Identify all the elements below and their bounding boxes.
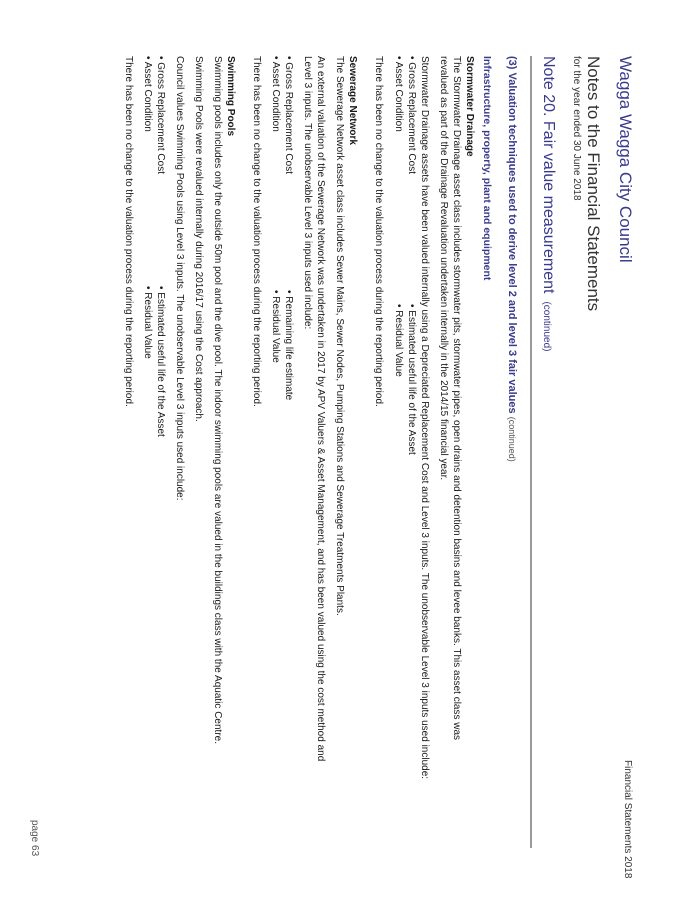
stormwater-bullet-right-2: • Residual Value bbox=[393, 304, 404, 377]
stormwater-bullet-right-1: • Estimated useful life of the Asset bbox=[406, 304, 417, 455]
swimming-p2: Swimming Pools were revalued internally during 2016/17 using the Cost approach. bbox=[193, 56, 204, 422]
note-continued: (continued) bbox=[541, 301, 552, 352]
page-number: page 63 bbox=[29, 820, 40, 857]
sewerage-bullet-right-1: • Remaining life estimate bbox=[283, 290, 294, 401]
sewerage-bullet-left-1: • Gross Replacement Cost bbox=[283, 56, 294, 174]
stormwater-heading: Stormwater Drainage bbox=[464, 56, 475, 157]
swimming-bullet-left-1: • Gross Replacement Cost bbox=[155, 56, 166, 174]
stormwater-p1-line1: The Stormwater Drainage asset class includes stormwater pits, stormwater pipes, open drains and detention basins and levee banks. This asset class was bbox=[451, 56, 462, 741]
swimming-no-change: There has been no change to the valuation process during the reporting period. bbox=[123, 56, 134, 407]
swimming-bullet-left-2: • Asset Condition bbox=[142, 56, 153, 132]
sewerage-p1: The Sewerage Network asset class includes Sewer Mains, Sewer Nodes, Pumping Stations and Sewerage Treatments Plants. bbox=[334, 56, 345, 616]
section-continued: (continued) bbox=[507, 416, 517, 462]
note-title bbox=[539, 56, 557, 351]
report-label: Financial Statements 2018 bbox=[622, 760, 633, 879]
sewerage-p2-line1: An external valuation of the Sewerage Network was undertaken in 2017 by APV Valuers & Asset Management, and has been valued using the cost method and bbox=[315, 56, 326, 762]
council-name: Wagga Wagga City Council bbox=[616, 56, 635, 263]
section-subtitle: Infrastructure, property, plant and equipment bbox=[481, 56, 493, 281]
section-title bbox=[506, 56, 518, 462]
notes-title: Notes to the Financial Statements bbox=[584, 56, 603, 312]
header-divider bbox=[530, 56, 532, 848]
stormwater-p1-line2: revalued as part of the Drainage Revaluation undertaken internally in the 2014/15 financial year. bbox=[438, 56, 449, 481]
sewerage-bullet-left-2: • Asset Condition bbox=[270, 56, 281, 132]
sewerage-no-change: There has been no change to the valuation process during the reporting period. bbox=[251, 56, 262, 407]
swimming-heading: Swimming Pools bbox=[225, 56, 236, 137]
sewerage-p2-line2: Level 3 inputs. The unobservable Level 3 inputs used include: bbox=[302, 56, 313, 330]
note-title-text: Note 20. Fair value measurement bbox=[540, 56, 557, 294]
stormwater-p2: Stormwater Drainage assets have been valued internally using a Depreciated Replacement Cost and Level 3 inputs. The unobservable Level 3 inputs used include: bbox=[419, 56, 430, 780]
swimming-bullet-right-1: • Estimated useful life of the Asset bbox=[155, 286, 166, 437]
swimming-p1: Swimming pools includes only the outside 50m pool and the dive pool. The indoor swimming pools are valued in the buildings class with the Aquatic Centre. bbox=[212, 56, 223, 744]
swimming-bullet-right-2: • Residual Value bbox=[142, 286, 153, 359]
section-title-text: (3) Valuation techniques used to derive level 2 and level 3 fair values bbox=[506, 56, 518, 414]
stormwater-no-change: There has been no change to the valuation process during the reporting period. bbox=[373, 56, 384, 407]
sewerage-bullet-right-2: • Residual Value bbox=[270, 290, 281, 363]
swimming-p3: Council values Swimming Pools using Level 3 inputs. The unobservable Level 3 inputs used include: bbox=[174, 56, 185, 501]
sewerage-heading: Sewerage Network bbox=[347, 56, 358, 145]
stormwater-bullet-left-1: • Gross Replacement Cost bbox=[406, 56, 417, 174]
stormwater-bullet-left-2: • Asset Condition bbox=[393, 56, 404, 132]
year-ended: for the year ended 30 June 2018 bbox=[571, 56, 582, 201]
